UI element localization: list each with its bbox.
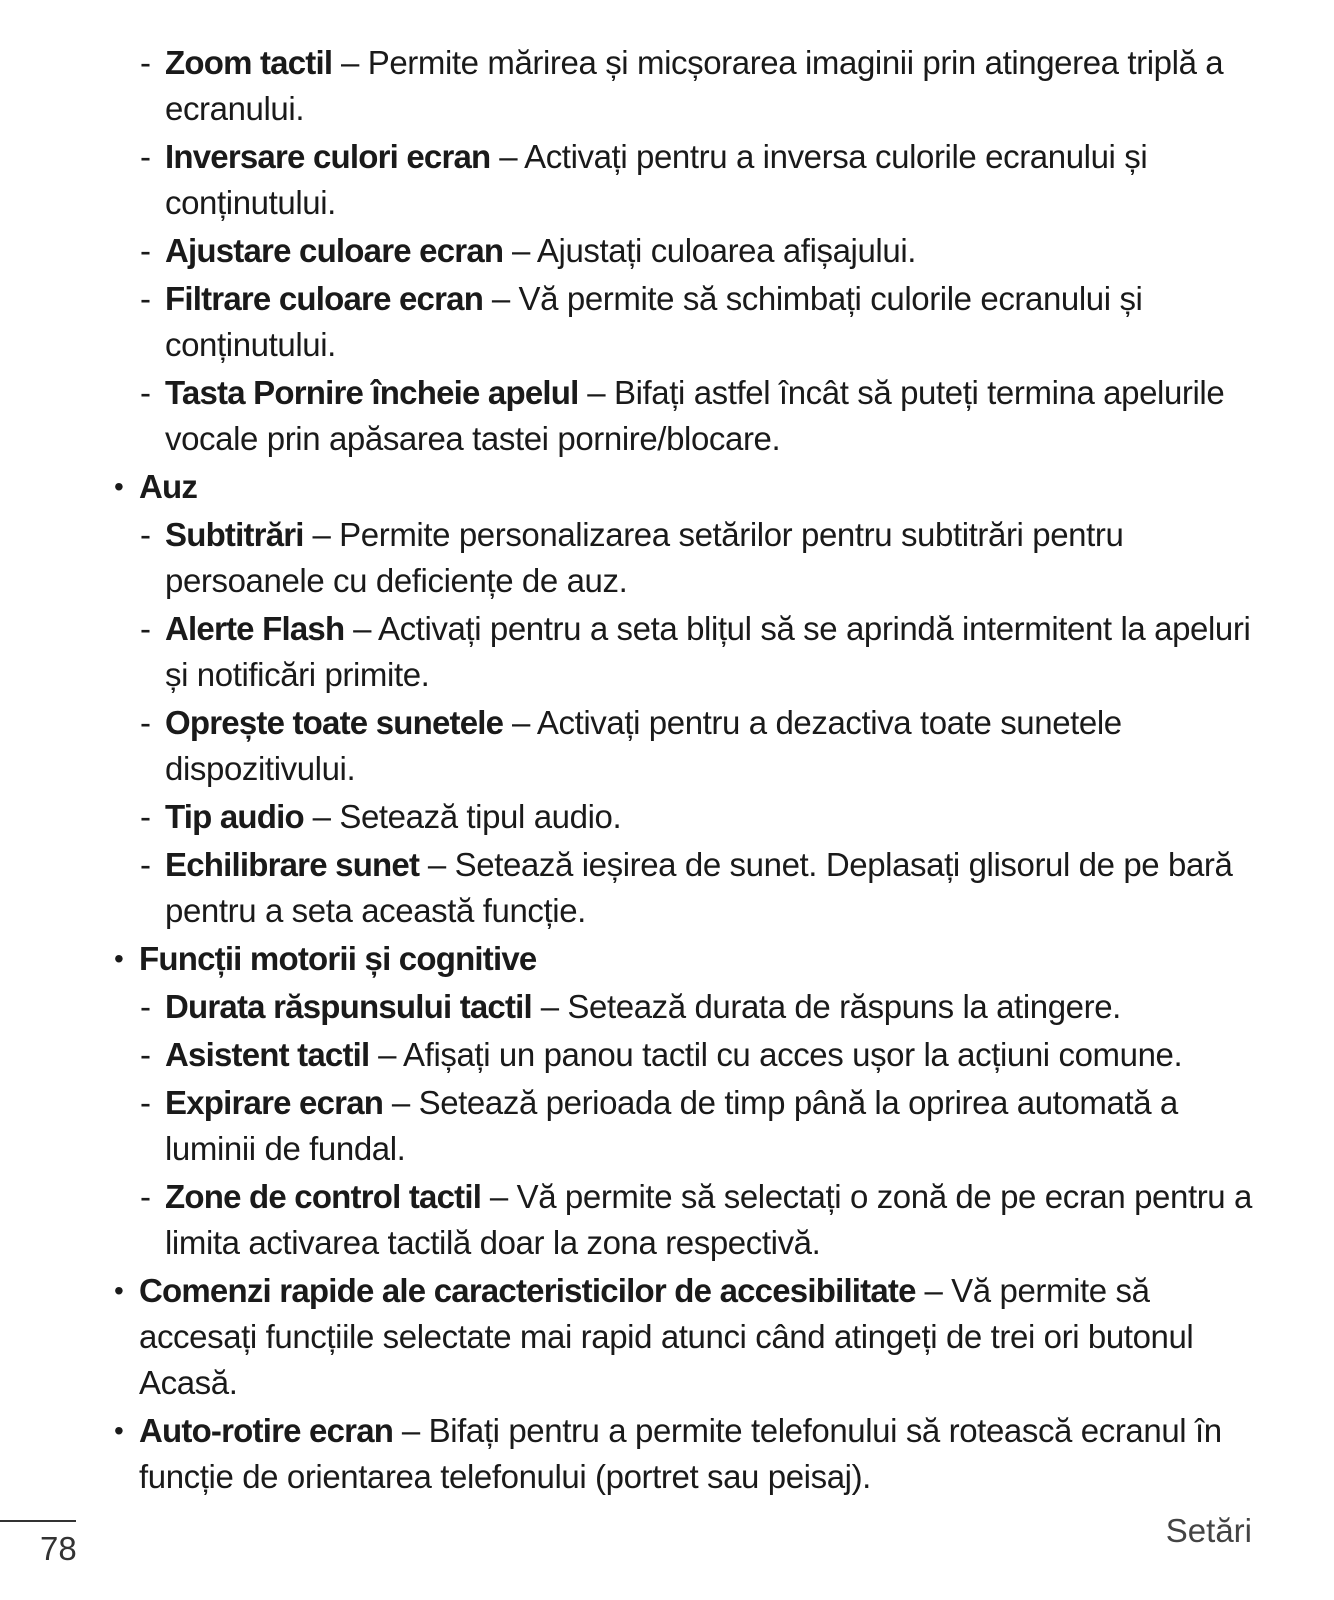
list-item xyxy=(140,842,1255,934)
list-item xyxy=(140,700,1255,792)
item-description: – Activați pentru a dezactiva toate sunetele dispozitivului. xyxy=(165,704,1122,787)
item-term: Inversare culori ecran xyxy=(165,138,491,175)
item-term: Oprește toate sunetele xyxy=(165,704,504,741)
dash-marker: - xyxy=(140,374,151,411)
item-term: Subtitrări xyxy=(165,516,304,553)
item-description: – Afișați un panou tactil cu acces ușor la acțiuni comune. xyxy=(369,1036,1183,1073)
item-description: – Setează tipul audio. xyxy=(303,798,622,835)
item-term: Auto-rotire ecran xyxy=(139,1412,394,1449)
dash-marker: - xyxy=(140,1036,151,1073)
footer-rule xyxy=(0,1520,76,1522)
list-item xyxy=(140,228,1255,274)
item-term: Funcții motorii și cognitive xyxy=(139,940,537,977)
bullet-marker: • xyxy=(114,471,124,502)
item-description: – Permite mărirea și micșorarea imaginii prin atingerea triplă a ecranului. xyxy=(165,44,1224,127)
item-term: Zone de control tactil xyxy=(165,1178,482,1215)
dash-marker: - xyxy=(140,846,151,883)
item-description: – Activați pentru a inversa culorile ecranului și conținutului. xyxy=(165,138,1148,221)
dash-marker: - xyxy=(140,704,151,741)
item-description: – Permite personalizarea setărilor pentru subtitrări pentru persoanele cu deficiențe de auz. xyxy=(165,516,1124,599)
item-description: – Setează ieșirea de sunet. Deplasați glisorul de pe bară pentru a seta această funcție. xyxy=(165,846,1233,929)
dash-marker: - xyxy=(140,1084,151,1121)
item-term: Comenzi rapide ale caracteristicilor de accesibilitate xyxy=(139,1272,916,1309)
item-description: – Vă permite să schimbați culorile ecranului și conținutului. xyxy=(165,280,1143,363)
list-item xyxy=(140,1174,1255,1266)
item-description: – Bifați astfel încât să puteți termina apelurile vocale prin apăsarea tastei pornire/blocare. xyxy=(165,374,1225,457)
item-term: Filtrare culoare ecran xyxy=(165,280,484,317)
item-description: – Ajustați culoarea afișajului. xyxy=(503,232,917,269)
item-description: – Activați pentru a seta blițul să se aprindă intermitent la apeluri și notificări primite. xyxy=(165,610,1251,693)
item-term: Tasta Pornire încheie apelul xyxy=(165,374,579,411)
page-number: 78 xyxy=(40,1530,77,1567)
dash-marker: - xyxy=(140,138,151,175)
list-item xyxy=(140,794,1255,840)
list-item xyxy=(140,984,1255,1030)
list-item xyxy=(114,1268,1255,1406)
dash-marker: - xyxy=(140,798,151,835)
item-term: Asistent tactil xyxy=(165,1036,370,1073)
bullet-marker: • xyxy=(114,1415,124,1446)
bullet-marker: • xyxy=(114,1275,124,1306)
item-term: Expirare ecran xyxy=(165,1084,384,1121)
item-term: Alerte Flash xyxy=(165,610,345,647)
dash-marker: - xyxy=(140,232,151,269)
item-description: – Vă permite să accesați funcțiile selectate mai rapid atunci când atingeți de trei ori butonul Acasă. xyxy=(139,1272,1194,1401)
item-term: Tip audio xyxy=(165,798,304,835)
section-name: Setări xyxy=(1165,1512,1252,1549)
item-term: Zoom tactil xyxy=(165,44,333,81)
section-heading-auz xyxy=(114,464,1255,510)
item-description: – Vă permite să selectați o zonă de pe ecran pentru a limita activarea tactilă doar la zona respectivă. xyxy=(165,1178,1252,1261)
item-term: Ajustare culoare ecran xyxy=(165,232,504,269)
dash-marker: - xyxy=(140,44,151,81)
item-term: Durata răspunsului tactil xyxy=(165,988,532,1025)
dash-marker: - xyxy=(140,280,151,317)
list-item xyxy=(114,1408,1255,1500)
item-description: – Setează perioada de timp până la oprirea automată a luminii de fundal. xyxy=(165,1084,1178,1167)
item-term: Auz xyxy=(139,468,198,505)
document-body xyxy=(0,40,1334,1502)
dash-marker: - xyxy=(140,988,151,1025)
list-item xyxy=(140,1080,1255,1172)
section-heading-motor-cognitive xyxy=(114,936,1255,982)
list-item xyxy=(140,40,1255,132)
list-item xyxy=(140,1032,1255,1078)
dash-marker: - xyxy=(140,610,151,647)
item-term: Echilibrare sunet xyxy=(165,846,420,883)
dash-marker: - xyxy=(140,516,151,553)
list-item xyxy=(140,370,1255,462)
list-item xyxy=(140,606,1255,698)
list-item xyxy=(140,276,1255,368)
dash-marker: - xyxy=(140,1178,151,1215)
item-description: – Setează durata de răspuns la atingere. xyxy=(531,988,1121,1025)
bullet-marker: • xyxy=(114,943,124,974)
list-item xyxy=(140,512,1255,604)
list-item xyxy=(140,134,1255,226)
item-description: – Bifați pentru a permite telefonului să rotească ecranul în funcție de orientarea telefonului (portret sau peisaj). xyxy=(139,1412,1222,1495)
